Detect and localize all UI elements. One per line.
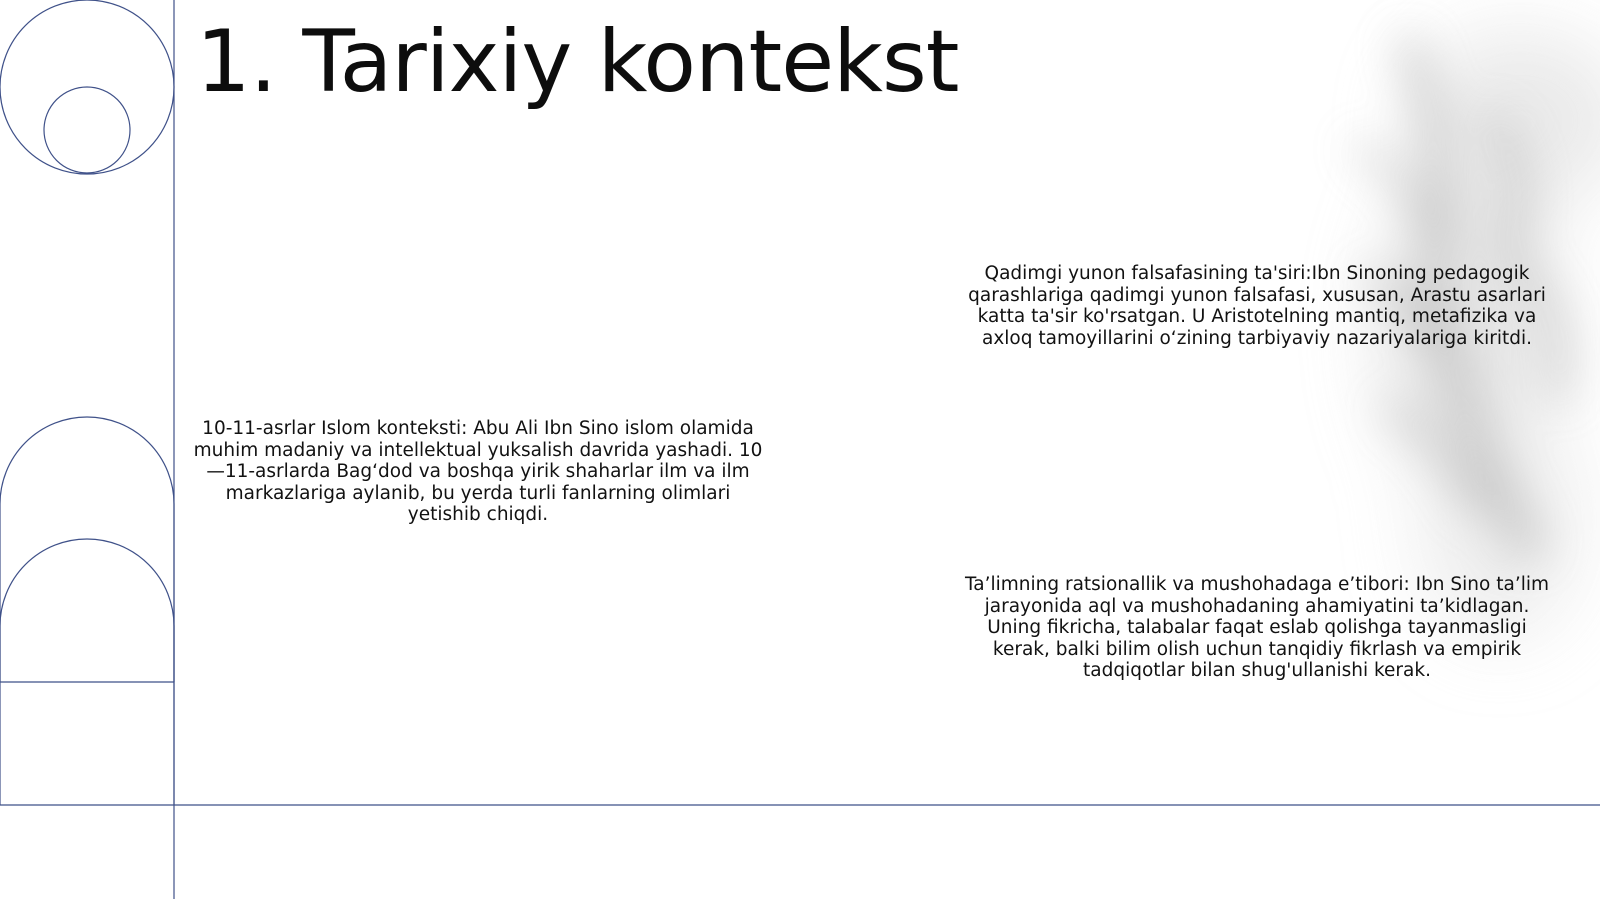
lower-arch-icon bbox=[0, 539, 174, 682]
rational-education-text: Ta’limning ratsionallik va mushohadaga e’tibori: Ibn Sino ta’lim jarayonida aql va mushohadaning ahamiyatini ta’kidlagan. Uning fikricha, talabalar faqat eslab qolishga tayanmasligi kerak, balki bilim olish uchun tanqidiy fikrlash va empirik tadqiqotlar bilan shug'ullanishi kerak. bbox=[965, 574, 1549, 681]
upper-arch-icon bbox=[0, 417, 174, 805]
slide-title: 1. Tarixiy kontekst bbox=[196, 12, 959, 112]
small-circle-icon bbox=[44, 87, 130, 173]
islamic-context-text: 10-11-asrlar Islom konteksti: Abu Ali Ibn Sino islom olamida muhim madaniy va intellektual yuksalish davrida yashadi. 10—11-asrlarda Bag‘dod va boshqa yirik shaharlar ilm va ilm markazlariga aylanib, bu yerda turli fanlarning olimlari yetishib chiqdi. bbox=[193, 418, 763, 525]
greek-influence-text: Qadimgi yunon falsafasining ta'siri:Ibn Sinoning pedagogik qarashlariga qadimgi yunon falsafasi, xususan, Arastu asarlari katta ta'sir ko'rsatgan. U Aristotelning mantiq, metafizika va axloq tamoyillarini o‘zining tarbiyaviy nazariyalariga kiritdi. bbox=[968, 263, 1546, 349]
